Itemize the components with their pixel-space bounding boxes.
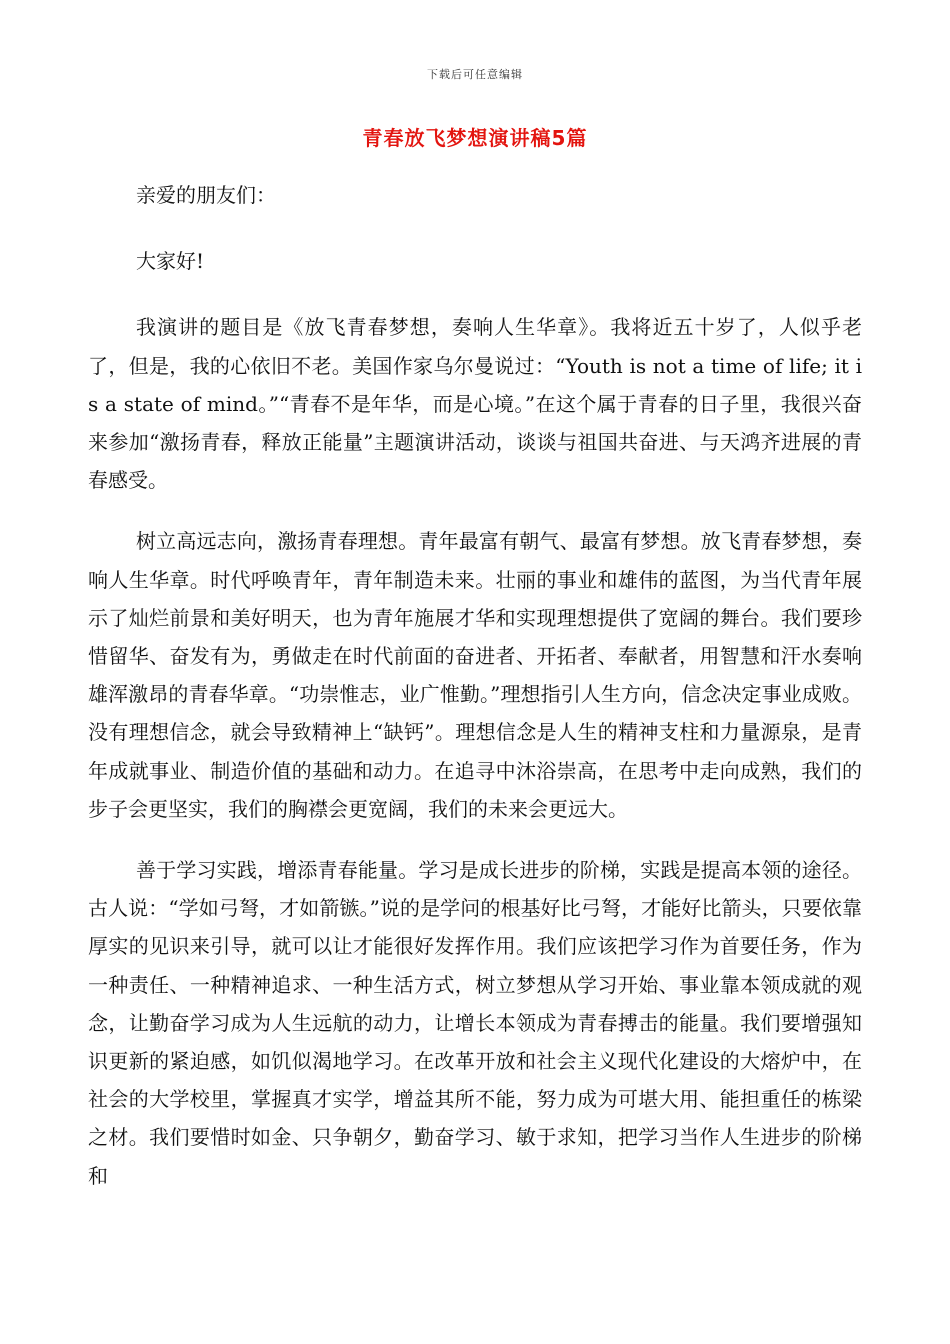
- body-paragraph: 树立高远志向，激扬青春理想。青年最富有朝气、最富有梦想。放飞青春梦想，奏响人生华章。时代呼唤青年，青年制造未来。壮丽的事业和雄伟的蓝图，为当代青年展示了灿烂前景和美好明天，也为青年施展才华和实现理想提供了宽阔的舞台。我们要珍惜留华、奋发有为，勇做走在时代前面的奋进者、开拓者、奉献者，用智慧和汗水奏响雄浑激昂的青春华章。“功崇惟志，业广惟勤。”理想指引人生方向，信念决定事业成败。没有理想信念，就会导致精神上“缺钙”。理想信念是人生的精神支柱和力量源泉，是青年成就事业、制造价值的基础和动力。在追寻中沐浴崇高，在思考中走向成熟，我们的步子会更坚实，我们的胸襟会更宽阔，我们的未来会更远大。: [88, 529, 862, 821]
- greeting-paragraph: 大家好!: [136, 249, 205, 274]
- document-body: [88, 176, 862, 1218]
- body-paragraph: 我演讲的题目是《放飞青春梦想，奏响人生华章》。我将近五十岁了，人似乎老了，但是，我的心依旧不老。美国作家乌尔曼说过：“Youth is not a time of life; it is a state of mind。”“青春不是年华，而是心境。”在这个属于青春的日子里，我很兴奋来参加“激扬青春，释放正能量”主题演讲活动，谈谈与祖国共奋进、与天鸿齐进展的青春感受。: [88, 315, 862, 493]
- document-title: 青春放飞梦想演讲稿5篇: [362, 126, 588, 150]
- header-note: 下载后可任意编辑: [427, 68, 523, 81]
- salutation-paragraph: 亲爱的朋友们：: [136, 183, 276, 207]
- body-paragraph: 善于学习实践，增添青春能量。学习是成长进步的阶梯，实践是提高本领的途径。古人说：“学如弓弩，才如箭镞。”说的是学问的根基好比弓弩，才能好比箭头，只要依靠厚实的见识来引导，就可以让才能很好发挥作用。我们应该把学习作为首要任务，作为一种责任、一种精神追求、一种生活方式，树立梦想从学习开始、事业靠本领成就的观念，让勤奋学习成为人生远航的动力，让增长本领成为青春搏击的能量。我们要增强知识更新的紧迫感，如饥似渴地学习。在改革开放和社会主义现代化建设的大熔炉中，在社会的大学校里，掌握真才实学，增益其所不能，努力成为可堪大用、能担重任的栋梁之材。我们要惜时如金、只争朝夕，勤奋学习、敏于求知，把学习当作人生进步的阶梯和: [88, 858, 862, 1188]
